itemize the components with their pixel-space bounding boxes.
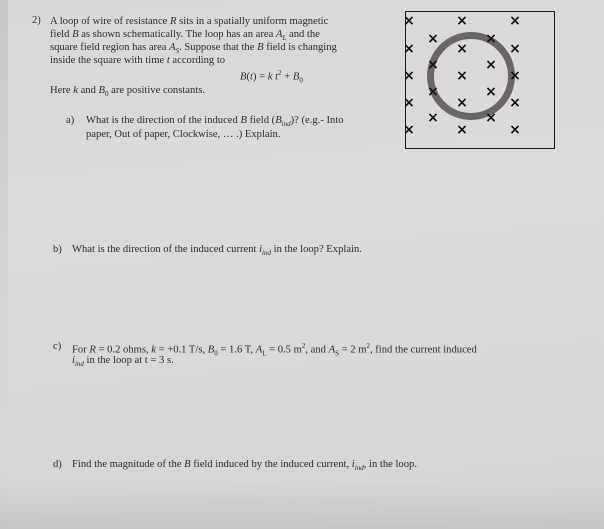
field-x-mark: ×: [485, 110, 497, 126]
field-x-mark: ×: [509, 122, 521, 138]
field-x-mark: ×: [403, 13, 415, 29]
field-x-mark: ×: [509, 95, 521, 111]
question-number: 2): [32, 15, 41, 26]
field-x-mark: ×: [427, 57, 439, 73]
field-x-mark: ×: [403, 68, 415, 84]
field-x-mark: ×: [456, 95, 468, 111]
field-x-mark: ×: [456, 68, 468, 84]
formula: B(t) = k $t^2 + B_0$: [240, 69, 303, 85]
part-c-label: c): [53, 341, 62, 352]
part-c-line-2: $i_{ind}$ in the loop at t = 3 s.: [72, 355, 174, 369]
field-x-mark: ×: [485, 84, 497, 100]
part-c-line-1: For R = 0.2 ohms, k = +0.1 T/s, $B_0 = 1.6$ T, $A_L = 0.5$ $m^2$, and $A_S = 2$ $m^2$, find the current induced: [72, 342, 477, 358]
part-a-label: a): [66, 115, 75, 126]
field-x-mark: ×: [509, 41, 521, 57]
field-x-mark: ×: [485, 57, 497, 73]
part-b-text: What is the direction of the induced current $i_{ind}$ in the loop? Explain.: [72, 244, 362, 258]
field-x-mark: ×: [427, 31, 439, 47]
field-x-mark: ×: [509, 68, 521, 84]
part-b-label: b): [53, 244, 62, 255]
field-x-mark: ×: [403, 122, 415, 138]
field-x-mark: ×: [427, 110, 439, 126]
intro-line-3: square field region has area $A_S$. Suppose that the B field is changing: [50, 42, 337, 56]
part-a-line-2: paper, Out of paper, Clockwise, … .) Explain.: [86, 129, 281, 140]
intro-line-1: A loop of wire of resistance R sits in a spatially uniform magnetic: [50, 16, 329, 27]
intro-line-2: field B as shown schematically. The loop has an area $A_L$ and the: [50, 29, 320, 43]
field-x-mark: ×: [456, 41, 468, 57]
page-shadow: [0, 479, 604, 529]
part-d-label: d): [53, 459, 62, 470]
field-x-mark: ×: [403, 95, 415, 111]
wire-loop: [427, 32, 515, 120]
worksheet-page: [8, 0, 604, 529]
field-x-mark: ×: [456, 122, 468, 138]
part-d-text: Find the magnitude of the B field induced by the induced current, $i_{ind}$, in the loop.: [72, 459, 417, 473]
field-x-mark: ×: [509, 13, 521, 29]
field-x-mark: ×: [456, 13, 468, 29]
field-x-mark: ×: [485, 31, 497, 47]
field-x-mark: ×: [403, 41, 415, 57]
constants-line: Here k and $B_0$ are positive constants.: [50, 85, 206, 99]
part-a-line-1: What is the direction of the induced B field $(B_{ind})$? (e.g.- Into: [86, 115, 344, 129]
intro-line-4: inside the square with time t according to: [50, 55, 226, 66]
field-x-mark: ×: [427, 84, 439, 100]
